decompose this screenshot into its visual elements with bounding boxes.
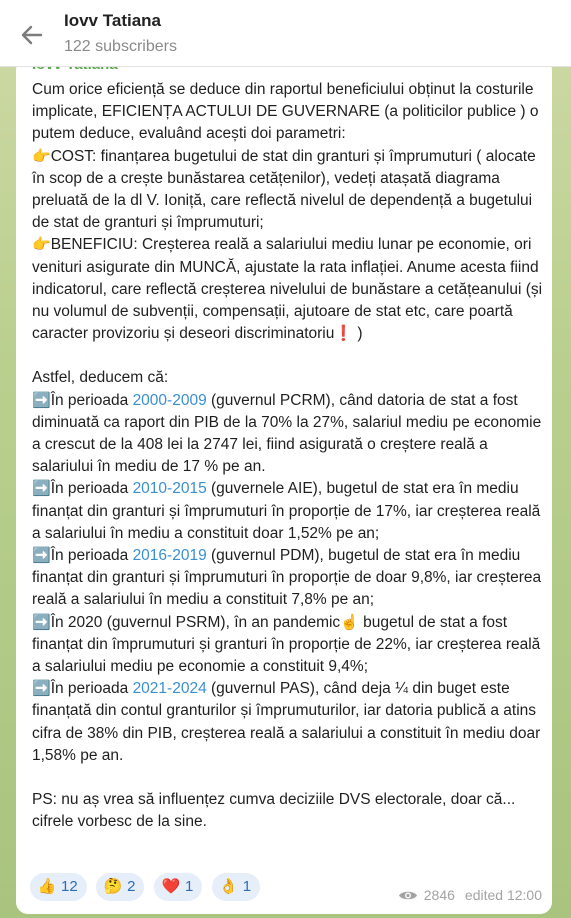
reactions-bar [30, 873, 265, 903]
reaction-count: 12 [61, 878, 78, 895]
eye-icon [398, 889, 418, 902]
ps-paragraph: PS: nu aș vrea să influențez cumva deciziile DVS electorale, doar că... cifrele vorbesc de la sine. [32, 791, 516, 831]
pointing-hand-icon: 👉 [32, 147, 51, 165]
exclamation-icon: ❗ [334, 325, 354, 343]
thumbs-up-icon: 👍 [37, 878, 57, 895]
hashtag-link[interactable]: 2021-2024 [132, 680, 207, 698]
reaction-ok-hand[interactable] [212, 873, 260, 901]
index-pointing-up-icon: ☝️ [340, 613, 359, 631]
heart-icon: ❤️ [161, 878, 181, 895]
arrow-left-icon [14, 17, 50, 53]
hashtag-link[interactable]: 2010-2015 [132, 480, 207, 498]
reaction-count: 1 [242, 878, 252, 895]
hashtag-link[interactable]: 2000-2009 [132, 391, 207, 409]
intro-paragraph: Cum orice eficiență se deduce din raportul beneficiului obținut la costurile implicate, EFICIENȚA ACTULUI DE GUVERNARE (a politicilor publice ) o putem deduce, evaluând acești doi parametri: [32, 81, 539, 143]
cost-text: COST: finanțarea bugetului de stat din granturi și împrumuturi ( alocate în scop de a crește bunăstarea cetățenilor), vedeți atașată diagrama preluată de la dl V. Ioniță, care reflectă nivelul de dependență a bugetului de stat de granturi și împrumuturi; [32, 147, 536, 232]
right-arrow-icon: ➡️ [32, 680, 51, 698]
chat-header [0, 0, 571, 67]
benefit-text: BENEFICIU: Creșterea reală a salariului mediu lunar pe economie, ori venituri asigurate din MUNCĂ, ajustate la rata inflației. Anume acesta fiind indicatorul, care reflectă creșterea nivelului de bunăstare a cetățeanului (și nu volumul de subvenții, compensații, ajutoare de stat etc, care poartă caracter provizoriu și deseori discriminatoriu [32, 236, 543, 343]
message-text [32, 79, 544, 834]
period-item: ➡️În 2020 (guvernul PSRM), în an pandemic☝️ bugetul de stat a fost finanțat din împrumuturi și granturi în proporție de 22%, iar creșterea reală a salariului mediu pe economie a constituit 9,4%; [32, 613, 541, 676]
period-item: ➡️În perioada 2000-2009 (guvernul PCRM), când datoria de stat a fost diminuată ca raport din PIB de la 70% la 27%, salariul mediu pe economie a crescut de la 408 lei la 2747 lei, fiind asigurată o creștere reală a salariului în mediu de 17 % pe an. [32, 391, 542, 476]
period-item: ➡️În perioada 2021-2024 (guvernul PAS), când deja ¼ din buget este finanțată din contul granturilor și împrumuturilor, iar datoria publică a atins cifra de 38% din PIB, creșterea reală a salariului a constituit în mediu doar 1,58% pe an. [32, 680, 541, 764]
reaction-thinking[interactable] [96, 873, 144, 901]
reaction-heart[interactable] [154, 873, 202, 901]
period-item: ➡️În perioada 2016-2019 (guvernul PDM), bugetul de stat era în mediu finanțat din granturi și împrumuturi în proporție de doar 9,8%, iar creșterea reală a salariului în mediu a constituit 7,8% pe an; [32, 547, 542, 609]
right-arrow-icon: ➡️ [32, 480, 51, 498]
back-button[interactable] [14, 17, 50, 53]
subscriber-count: 122 subscribers [64, 38, 177, 55]
ok-hand-icon: 👌 [219, 878, 239, 895]
channel-title[interactable]: Iovv Tatiana [64, 11, 161, 30]
cost-paragraph [32, 146, 544, 235]
reaction-count: 2 [127, 878, 136, 895]
view-count: 2846 [423, 887, 455, 903]
message-bubble[interactable] [16, 58, 552, 914]
right-arrow-icon: ➡️ [32, 391, 51, 409]
benefit-close: ) [353, 325, 363, 343]
message-meta [398, 887, 542, 903]
conclusion-intro: Astfel, deducem că: [32, 369, 169, 387]
reaction-count: 1 [184, 878, 194, 895]
thinking-face-icon: 🤔 [103, 878, 123, 895]
hashtag-link[interactable]: 2016-2019 [132, 547, 207, 565]
right-arrow-icon: ➡️ [32, 613, 51, 631]
reaction-thumbs-up[interactable] [30, 873, 87, 901]
benefit-paragraph [32, 234, 544, 345]
edited-time: edited 12:00 [464, 887, 542, 903]
period-item: ➡️În perioada 2010-2015 (guvernele AIE), bugetul de stat era în mediu finanțat din granturi și împrumuturi în proporție de 17%, iar creșterea reală a salariului în mediu a constituit doar 1,52% pe an; [32, 480, 541, 542]
right-arrow-icon: ➡️ [32, 547, 51, 565]
pointing-hand-icon: 👉 [32, 236, 51, 254]
